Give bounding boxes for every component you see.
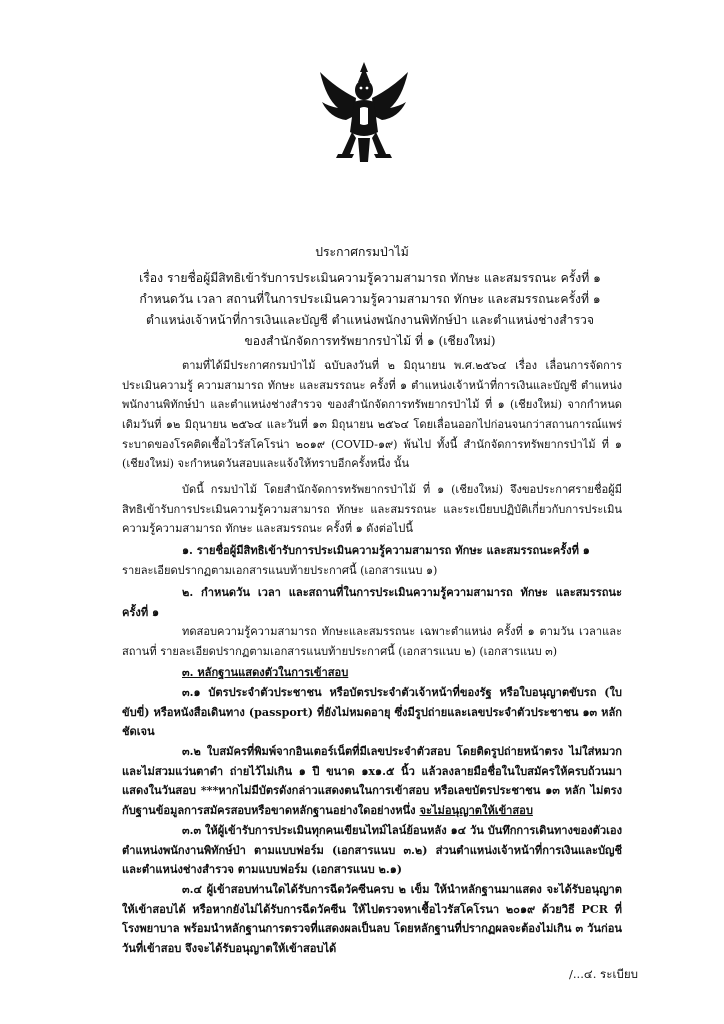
paragraph-background: ตามที่ได้มีประกาศกรมป่าไม้ ฉบับลงวันที่ ๒ มิถุนายน พ.ศ.๒๕๖๔ เรื่อง เลื่อนการจัดการประเมินความรู้ ความสามารถ ทักษะ และสมรรถนะ ครั้งที่ ๑ ตำแหน่งเจ้าหน้าที่การเงินและบัญชี ตำแหน่งพนักงานพิทักษ์ป่า และตำแหน่งช่างสำรวจ ของสำนักจัดการทรัพยากรป่าไม้ ที่ ๑ (เชียงใหม่) จากกำหนดเดิมวันที่ ๑๒ มิถุนายน ๒๕๖๔ และวันที่ ๑๓ มิถุนายน ๒๕๖๔ โดยเลื่อนออกไปก่อนจนกว่าสถานการณ์แพร่ระบาดของโรคติดเชื้อไวรัสโคโรน่า ๒๐๑๙ (COVID-๑๙) พ้นไป ทั้งนี้ สำนักจัดการทรัพยากรป่าไม้ ที่ ๑ (เชียงใหม่) จะกำหนดวันสอบและแจ้งให้ทราบอีกครั้งหนึ่ง นั้น [122,359,622,471]
page-continuation: /...๔. ระเบียบ [568,967,638,981]
section-2-body: ทดสอบความรู้ความสามารถ ทักษะและสมรรถนะ เฉพาะตำแหน่ง ครั้งที่ ๑ ตามวัน เวลาและสถานที่ รายละเอียดปรากฏตามเอกสารแนบท้ายประกาศนี้ (เอกสารแนบ ๒) (เอกสารแนบ ๓) [122,625,622,658]
section-2-heading: ๒. กำหนดวัน เวลา และสถานที่ในการประเมินความรู้ความสามารถ ทักษะ และสมรรถนะ ครั้งที่ ๑ [122,586,622,619]
subject-line-4: ของสำนักจัดการทรัพยากรป่าไม้ ที่ ๑ (เชียงใหม่) [244,334,496,348]
paragraph-announcement: บัดนี้ กรมป่าไม้ โดยสำนักจัดการทรัพยากรป่าไม้ ที่ ๑ (เชียงใหม่) จึงขอประกาศรายชื่อผู้มีสิทธิเข้ารับการประเมินความรู้ความสามารถ ทักษะ และสมรรถนะ และระเบียบปฏิบัติเกี่ยวกับการประเมินความรู้ความสามารถ ทักษะ และสมรรถนะ ครั้งที่ ๑ ดังต่อไปนี้ [122,483,622,536]
section-1-heading: ๑. รายชื่อผู้มีสิทธิเข้ารับการประเมินความรู้ความสามารถ ทักษะ และสมรรถนะครั้งที่ ๑ [182,544,590,557]
section-3-3: ๓.๓ ให้ผู้เข้ารับการประเมินทุกคนเขียนไทม์ไลน์ย้อนหลัง ๑๔ วัน บันทึกการเดินทางของตัวเอง ตำแหน่งพนักงานพิทักษ์ป่า ตามแบบฟอร์ม (เอกสารแนบ ๓.๒) ส่วนตำแหน่งเจ้าหน้าที่การเงินและบัญชี และตำแหน่งช่างสำรวจ ตามแบบฟอร์ม (เอกสารแนบ ๒.๑) [122,824,622,877]
section-3-1: ๓.๑ บัตรประจำตัวประชาชน หรือบัตรประจำตัวเจ้าหน้าที่ของรัฐ หรือใบอนุญาตขับรถ (ใบขับขี่) หรือหนังสือเดินทาง (passport) ที่ยังไม่หมดอายุ ซึ่งมีรูปถ่ายและเลขประจำตัวประชาชน ๑๓ หลัก ชัดเจน [122,686,622,739]
garuda-emblem-icon [316,58,412,170]
section-3-heading: ๓. หลักฐานแสดงตัวในการเข้าสอบ [182,666,349,679]
section-3-4: ๓.๔ ผู้เข้าสอบท่านใดได้รับการฉีดวัคซีนครบ ๒ เข็ม ให้นำหลักฐานมาแสดง จะได้รับอนุญาตให้เข้าสอบได้ หรือหากยังไม่ได้รับการฉีดวัคซีน ให้ไปตรวจหาเชื้อไวรัสโคโรนา ๒๐๑๙ ด้วยวิธี PCR ที่โรงพยาบาล พร้อมนำหลักฐานการตรวจที่แสดงผลเป็นลบ โดยหลักฐานที่ปรากฏผลจะต้องไม่เกิน ๓ วันก่อนวันที่เข้าสอบ จึงจะได้รับอนุญาตให้เข้าสอบได้ [122,883,622,955]
not-allowed-notice: จะไม่อนุญาตให้เข้าสอบ [419,803,533,817]
subject-line-1: เรื่อง รายชื่อผู้มีสิทธิเข้ารับการประเมินความรู้ความสามารถ ทักษะ และสมรรถนะ ครั้งที่ ๑ [139,271,601,285]
section-3-2 [122,742,622,821]
section-3-2-text: ๓.๒ ใบสมัครที่พิมพ์จากอินเตอร์เน็ตที่มีเลขประจำตัวสอบ โดยติดรูปถ่ายหน้าตรง ไม่ใส่หมวกและไม่สวมแว่นตาดำ ถ่ายไว้ไม่เกิน ๑ ปี ขนาด ๑x๑.๕ นิ้ว แล้วลงลายมือชื่อในใบสมัครให้ครบถ้วนมาแสดงในวันสอบ ***หากไม่มีบัตรดังกล่าวแสดงตนในการเข้าสอบ หรือเลขบัตรประชาชน ๑๓ หลัก ไม่ตรงกับฐานข้อมูลการสมัครสอบหรือขาดหลักฐานอย่างใดอย่างหนึ่ง [122,745,622,817]
subject-line-3: ตำแหน่งเจ้าหน้าที่การเงินและบัญชี ตำแหน่งพนักงานพิทักษ์ป่า และตำแหน่งช่างสำรวจ [145,313,595,327]
subject-line-2: กำหนดวัน เวลา สถานที่ในการประเมินความรู้ความสามารถ ทักษะ และสมรรถนะครั้งที่ ๑ [139,292,601,306]
section-1-body: รายละเอียดปรากฏตามเอกสารแนบท้ายประกาศนี้ (เอกสารแนบ ๑) [122,564,438,577]
document-title: ประกาศกรมป่าไม้ [315,245,409,259]
